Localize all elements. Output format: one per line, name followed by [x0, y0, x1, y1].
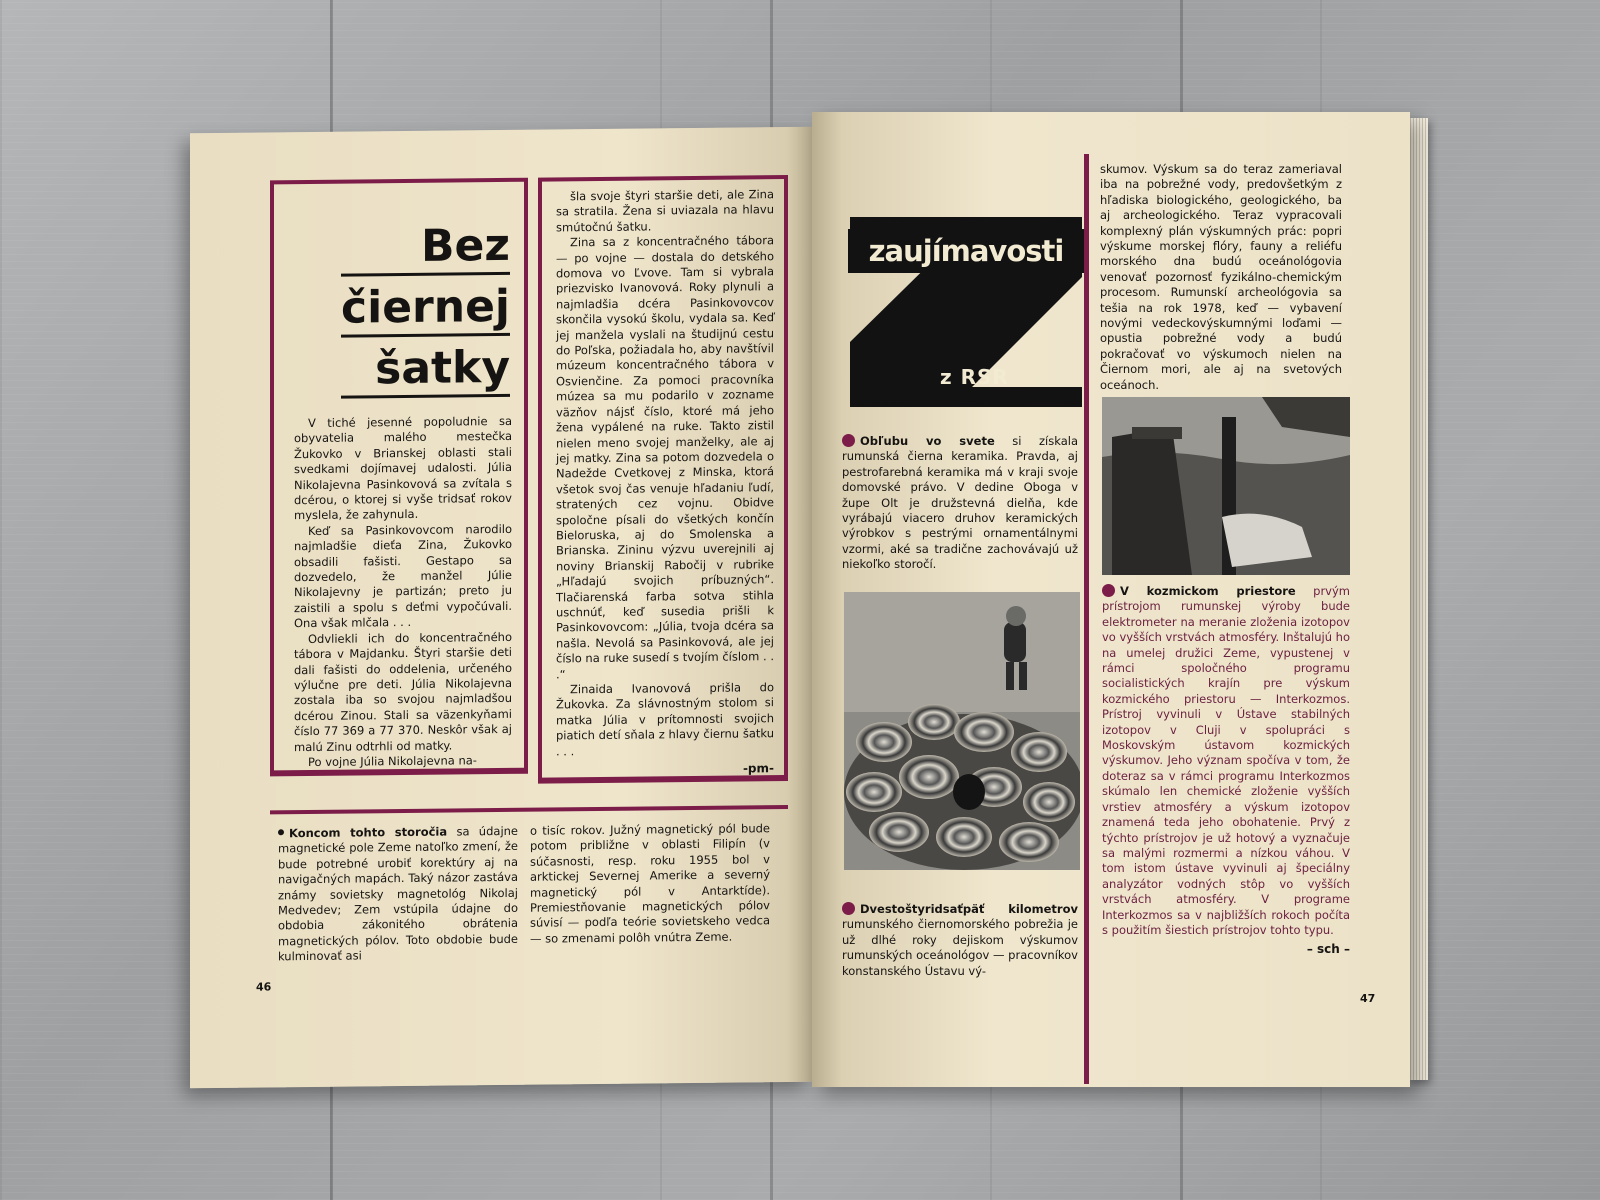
space-item	[1102, 584, 1350, 958]
headline-line-3: šatky	[341, 342, 510, 399]
bottom-lead: Koncom tohto storočia	[289, 824, 448, 841]
article-column-2	[556, 187, 774, 779]
paragraph: Zinaida Ivanovová prišla do Žukovka. Za slávnostným stolom si matka Júlia v prítomnosti svojich piatich detí sňala z hlavy čiernu šatku . . .	[556, 680, 774, 759]
article-box-left	[270, 178, 528, 777]
section-header-z	[842, 167, 1082, 407]
bullet-icon	[278, 829, 284, 835]
bottom-column-2	[530, 821, 770, 947]
right-page	[812, 112, 1410, 1087]
bullet-icon	[1102, 584, 1115, 597]
ceramics-item	[842, 434, 1078, 573]
page-number-left: 46	[256, 980, 272, 994]
ceramics-photo	[844, 592, 1080, 870]
bullet-icon	[842, 902, 855, 915]
article-box-right	[538, 175, 788, 784]
headline-line-1: Bez	[341, 220, 510, 277]
paragraph: V tiché jesenné popoludnie sa obyvatelia malého mestečka Žukovko v Brianskej oblasti stali svedkami dojímavej udalosti. Júlia Nikolajevna Pasinkovová sa zvítala s dcérou, o ktorej si vyše tridsať rokov myslela, že zahynula.	[294, 413, 512, 523]
item-text: prvým prístrojom rumunskej výroby bude elektrometer na meranie zloženia izotopov vo vyšších vrstvách atmosféry. Inštalujú ho na umelej družici Zeme, vypustenej v rámci spoločného programu socialistických krajín pre výskum kozmického priestoru — Interkozmos. Prístroj vyvinuli v Ústave stabilných izotopov v Cluji v spolupráci s Moskovským ústavom kozmických výskumov. Jeho význam spočíva v tom, že doteraz sa v rámci programu Interkozmos skúmalo len chemické zloženie vyšších vrstiev atmosféry a výskum izotopov znamená teda jeho obohatenie. Prvý z týchto prístrojov je už hotový a vyznačuje sa malými rozmermi a nízkou váhou. V tom istom ústave vyvinuli aj špeciálny analyzátor vodných stôp vo vyšších vrstvách atmosféry. V programe Interkozmos sa v najbližších rokoch počíta s použitím šiestich prístrojov tohto typu.	[1102, 584, 1350, 937]
bottom-column-1	[278, 824, 518, 965]
page-stack-edge	[1408, 118, 1428, 1080]
bottom-text-1: sa údajne magnetické pole Zeme natoľko zmení, že bude potrebné urobiť korektúry aj na navigačných mapách. Taký názor zastáva známy sovietsky magnetológ Nikolaj Medvedev; Zem vstúpila údajne do obdobia zákonitého obrátenia magnetických pólov. Toto obdobie bude kulminovať asi	[278, 823, 518, 964]
paragraph: Zina sa z koncentračného tábora — po vojne — dostala do detského domova vo Ľvove. Tam si vybrala priezvisko Ivanovová. Roky plynuli a najmladšia dcéra Pasinkovovcov skončila vysokú školu, vydala sa. Keď jej manžela vyslali na študijnú cestu do Poľska, požiadala ho, aby navštívil múzeum koncentračného tábora v Osvienčine. Za pomoci pracovníka múzea sa mu podarilo v zozname väzňov nájsť číslo, ktoré má jeho žena vypálené na ruke. Takto zistil nielen meno svojej manželky, ale aj jej matky. Zina sa potom dozvedela o Nadežde Cvetkovej z Minska, ktorá všetok svoj čas venuje hľadaniu ľudí, stratených cez vojnu. Obidve spoločne písali do všetkých končín Bieloruska, aj do Smolenska a Brianska. Zininu výzvu uverejnili aj noviny Brianskij Rabočij v rubrike „Hľadajú svojich príbuzných“. Tlačiarenská farba sotva stihla uschnúť, keď susedia prišli k Pasinkovovcom: „Júlia, tvoja dcéra sa našla. Nevolá sa Pasinkovová, ale jej číslo na ruke susedí s tvojím číslom . . .“	[556, 233, 774, 682]
headline-line-2: čiernej	[341, 281, 510, 338]
bottom-rule	[270, 805, 788, 814]
section-title: zaujímavosti	[848, 229, 1084, 273]
paragraph: Odvliekli ich do koncentračného tábora v Majdanku. Štyri staršie deti dali fašisti do oddelenia, určeného výlučne pre deti. Júlia Nikolajevna zostala iba so svojou najmladšou dcérou Zinou. Stali sa väzenkyňami číslo 77 369 a 77 370. Neskôr však aj malú Zinu odtrhli od matky.	[294, 629, 512, 754]
article-signature: – sch –	[1306, 942, 1350, 957]
coast-item	[842, 902, 1078, 979]
left-page	[190, 127, 812, 1089]
paragraph: Keď sa Pasinkovovcom narodilo najmladšie dieťa Zina, Žukovko obsadili fašisti. Gestapo sa dozvedelo, že manžel Júlie Nikolajevny je partizán; preto ju zaistili a spolu s deťmi vypočúvali. Ona však mlčala . . .	[294, 521, 512, 631]
paragraph: Po vojne Júlia Nikolajevna na-	[308, 753, 477, 769]
research-vessel-photo	[1102, 397, 1350, 575]
paragraph: šla svoje štyri staršie deti, ale Zina sa stratila. Žena si uviazala na hlavu smútočnú šatku.	[556, 187, 774, 235]
column-divider	[1084, 154, 1089, 1084]
item-lead: V kozmickom priestore	[1120, 584, 1296, 598]
bullet-icon	[842, 434, 855, 447]
article-headline	[341, 220, 510, 405]
section-subtitle: z RSR	[940, 365, 1009, 389]
item-text: si získala rumunská čierna keramika. Pravda, aj pestrofarebná keramika má v kraji svoje domovské právo. V dedine Oboga v župe Olt je družstevná dielňa, kde vyrábajú viacero druhov keramických výrobkov s pestrými ornamentálnymi vzormi, aké sa tradične zachovávajú už niekoľko storočí.	[842, 434, 1078, 572]
page-number-right: 47	[1360, 992, 1376, 1005]
article-column-1	[294, 414, 512, 771]
item-lead: Dvestoštyridsaťpäť kilometrov	[860, 902, 1078, 916]
research-text: skumov. Výskum sa do teraz zameriaval iba na pobrežné vody, predovšetkým z hľadiska biologického, geologického, ba aj archeologického. Teraz vypracovali komplexný plán výskumných prác: popri výskume morskej flóry, fauny a reliéfu morského dna budú oceánológovia venovať pozornosť fyzikálno-chemickým procesom. Rumunskí archeológovia sa tešia na rok 1978, keď — vybavení novými vedeckovýskumnými loďami — opustia pobrežné vody a budú pokračovať vo výskumoch nielen na Čiernom mori, ale aj na svetových oceánoch.	[1100, 162, 1342, 392]
item-lead: Obľubu vo svete	[860, 434, 995, 448]
item-text: rumunského čiernomorského pobrežia je už dlhé roky dejiskom výskumov rumunských oceánológov — pracovníkov konstanského Ústavu vý-	[842, 917, 1078, 978]
right-top-column	[1100, 162, 1342, 393]
article-signature: -pm-	[742, 761, 774, 776]
bottom-text-2: o tisíc rokov. Južný magnetický pól bude potom približne v oblasti Filipín (v súčasnosti, resp. roku 1955 bol v arktickej Severnej Amerike a severný magnetický pól v Antarktíde). Premiestňovanie magnetických pólov súvisí — podľa teórie sovietskeho vedca — so zmenami polôh vnútra Zeme.	[530, 821, 770, 946]
